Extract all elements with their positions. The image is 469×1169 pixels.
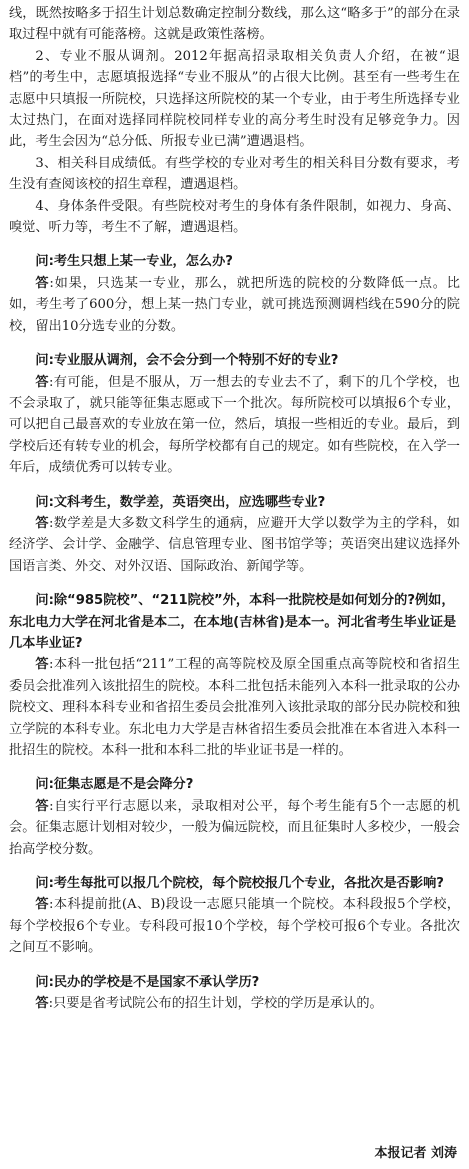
intro-paragraph-reason-3: 3、相关科目成绩低。有些学校的专业对考生的相关科目分数有要求，考生没有查阅该校的招生章程，遭遇退档。	[9, 155, 460, 193]
question: 问:除“985院校”、“211院校”外，本科一批院校是如何划分的?例如，东北电力大学在河北省是本二，在本地(吉林省)是本一。河北省考生毕业证是几本毕业证?	[9, 593, 457, 651]
qa-block	[9, 873, 460, 959]
question: 问:考生只想上某一专业，怎么办?	[35, 254, 233, 270]
intro-paragraph-reason-2: 2、专业不服从调剂。2012年据高招录取相关负责人介绍，在被“退档”的考生中，志愿填报选择“专业不服从”的占很大比例。甚至有一些考生在志愿中只填报一所院校，只选择这所院校的某一个专业，由于考生所选择专业太过热门，在面对选择同样院校同样专业的高分考生时没有足够竞争力。因此，考生会因为“总分低、所报专业已满”遭遇退档。	[9, 48, 460, 150]
qa-block	[9, 590, 460, 761]
answer-label: 答	[35, 275, 50, 291]
answer	[9, 993, 460, 1014]
answer	[9, 654, 460, 761]
qa-block	[9, 350, 460, 478]
answer-text: :本科提前批(A、B)段设一志愿只能填一个院校。本科段报5个学校，每个学校报6个专业。专科段可报10个学校，每个学校可报6个专业。各批次之间互不影响。	[9, 897, 460, 956]
answer-label: 答	[35, 798, 50, 814]
answer	[9, 796, 460, 860]
qa-block	[9, 972, 460, 1015]
intro-paragraph-continued: 线，既然按略多于招生计划总数确定控制分数线，那么这“略多于”的部分在录取过程中就有可能落榜。这就是政策性落榜。	[9, 6, 460, 43]
answer-text: :本科一批包括“211”工程的高等院校及原全国重点高等院校和省招生委员会批准列入该批招生的院校。本科二批包括未能列入本科一批录取的公办院校文、理科本科专业和省招生委员会批准列入该批录取的部分民办院校和独立学院的本科专业。东北电力大学是吉林省招生委员会批准在本省进入本科一批招生的院校。本科一批和本科二批的毕业证书是一样的。	[9, 657, 461, 758]
answer-text: :自实行平行志愿以来，录取相对公平，每个考生能有5个一志愿的机会。征集志愿计划相对较少，一般为偏远院校，而且征集时人多校少，一般会抬高学校分数。	[9, 798, 460, 857]
answer	[9, 273, 460, 337]
byline-reporter: 本报记者 刘涛	[374, 1145, 457, 1161]
answer-label: 答	[35, 515, 49, 531]
answer	[9, 372, 460, 479]
answer-label: 答	[35, 657, 50, 673]
question: 问:文科考生，数学差，英语突出，应选哪些专业?	[35, 494, 326, 510]
answer-label: 答	[35, 374, 49, 390]
answer-label: 答	[35, 996, 49, 1012]
question: 问:民办的学校是不是国家不承认学历?	[35, 974, 260, 990]
answer	[9, 513, 460, 577]
question: 问:征集志愿是不是会降分?	[35, 777, 194, 793]
qa-block	[9, 774, 460, 860]
intro-paragraph-reason-4: 4、身体条件受限。有些院校对考生的身体有条件限制，如视力、身高、嗅觉、听力等，考生不了解，遭遇退档。	[9, 198, 460, 236]
answer-text: :数学差是大多数文科学生的通病，应避开大学以数学为主的学科，如经济学、会计学、金融学、信息管理专业、图书馆学等；英语突出建议选择外国语言类、外交、对外汉语、国际政治、新闻学等。	[9, 515, 460, 574]
qa-block	[9, 492, 460, 578]
answer-text: :如果，只选某一专业，那么，就把所选的院校的分数降低一点。比如，考生考了600分，想上某一热门专业，就可挑选预测调档线在590分的院校，留出10分选专业的分数。	[9, 275, 460, 334]
answer-text: :有可能，但是不服从，万一想去的专业去不了，剩下的几个学校，也不会录取了，就只能等征集志愿或下一个批次。每所院校可以填报6个专业，可以把自己最喜欢的专业放在第一位，然后，填报一些相近的专业。最后，到学校后还有转专业的机会，每所学校都有自己的规定。如有些院校，在入学一年后，成绩优秀可以转专业。	[9, 374, 460, 476]
question: 问:考生每批可以报几个院校，每个院校报几个专业，各批次是否影响?	[35, 876, 444, 892]
answer-label: 答	[35, 897, 49, 913]
qa-block	[9, 251, 460, 337]
answer	[9, 894, 460, 958]
answer-text: :只要是省考试院公布的招生计划，学校的学历是承认的。	[48, 996, 383, 1012]
question: 问:专业服从调剂，会不会分到一个特别不好的专业?	[35, 353, 339, 369]
